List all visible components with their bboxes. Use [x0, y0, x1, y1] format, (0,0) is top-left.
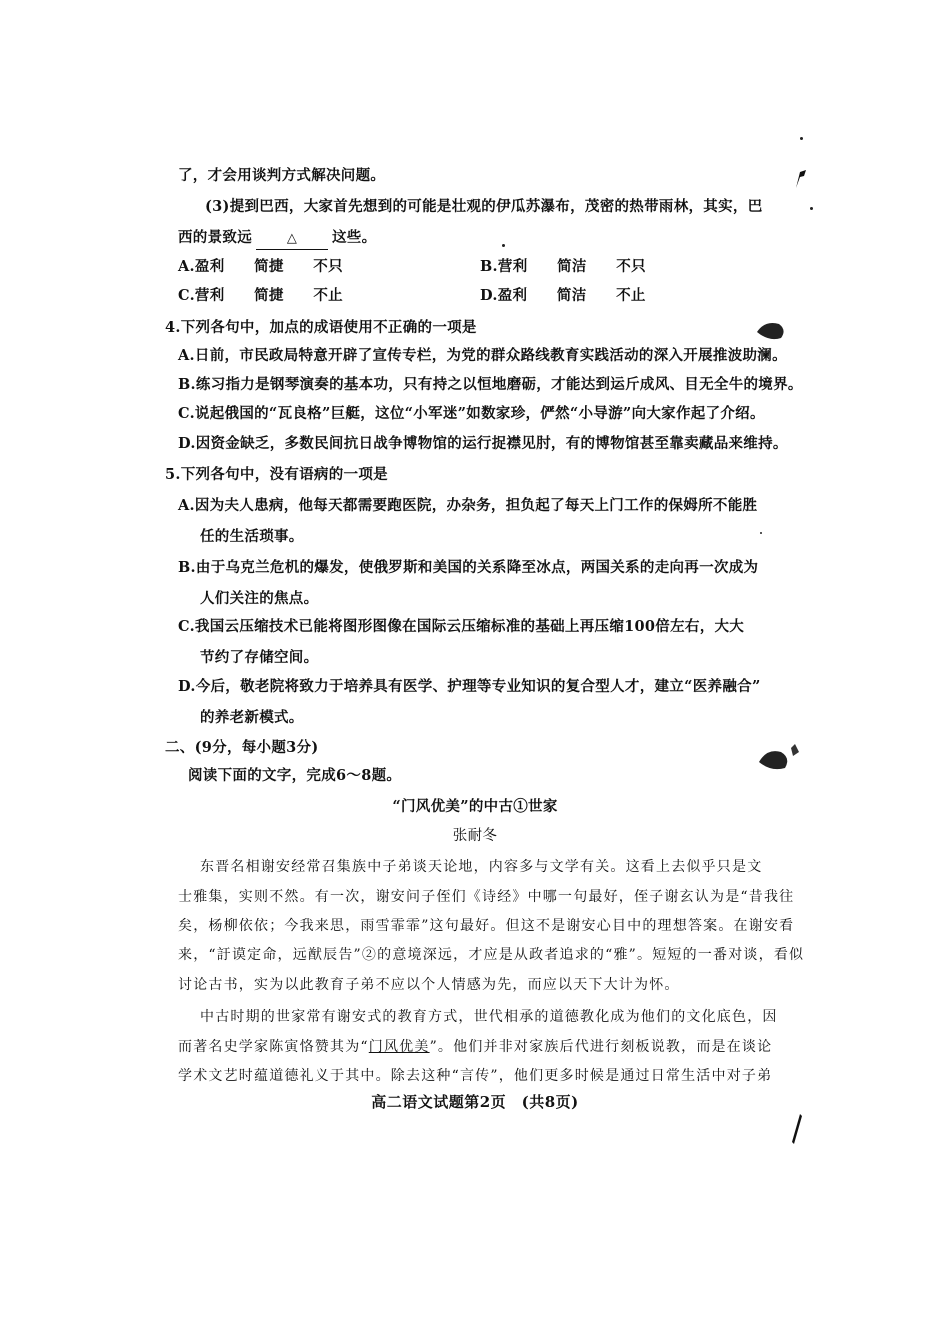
- q5-option-c-line-2: 节约了存储空间。: [200, 649, 319, 666]
- q4-option-d: D.因资金缺乏，多数民间抗日战争博物馆的运行捉襟见肘，有的博物馆甚至靠卖藏品来维持。: [178, 435, 788, 452]
- article-p2-underlined-phrase: 门风优美: [368, 1039, 430, 1055]
- scan-smudge-2: [755, 742, 805, 778]
- scan-speck: [760, 532, 762, 534]
- q5-option-d-line-2: 的养老新模式。: [200, 709, 304, 726]
- q5-option-a-line-1: A.因为夫人患病，他每天都需要跑医院，办杂务，担负起了每天上门工作的保姆所不能胜: [178, 497, 758, 514]
- q4-option-a: A.日前，市民政局特意开辟了宣传专栏，为党的群众路线教育实践活动的深入开展推波助澜。: [178, 347, 787, 364]
- q5-option-b-line-1: B.由于乌克兰危机的爆发，使俄罗斯和美国的关系降至冰点，两国关系的走向再一次成为: [178, 559, 759, 576]
- article-p1-line-2: 士雅集，实则不然。有一次，谢安问子侄们《诗经》中哪一句最好，侄子谢玄认为是“昔我往: [178, 889, 795, 905]
- q3-carryover-line: 了，才会用谈判方式解决问题。: [178, 167, 386, 184]
- article-title: “门风优美”的中古①世家: [392, 798, 558, 815]
- q4-stem: 4.下列各句中，加点的成语使用不正确的一项是: [165, 319, 477, 336]
- scan-speck: [502, 244, 505, 247]
- section-2-instruction: 阅读下面的文字，完成6～8题。: [188, 767, 402, 784]
- article-p2-line-2-b: ”。他们并非对家族后代进行刻板说教，而是在谈论: [429, 1039, 773, 1055]
- article-p1-line-5: 讨论古书，实为以此教育子弟不应以个人情感为先，而应以天下大计为怀。: [178, 977, 680, 993]
- q3-option-b: B.营利 简洁 不只: [480, 258, 646, 275]
- scan-smudge-1: [755, 318, 789, 344]
- article-p1-line-3: 矣，杨柳依依；今我来思，雨雪霏霏”这句最好。但这不是谢安心目中的理想答案。在谢安看: [178, 918, 795, 934]
- q5-option-c-line-1: C.我国云压缩技术已能将图形图像在国际云压缩标准的基础上再压缩100倍左右，大大: [178, 618, 745, 635]
- q5-option-b-line-2: 人们关注的焦点。: [200, 590, 319, 607]
- q3-option-d: D.盈利 简洁 不止: [480, 287, 646, 304]
- scan-speck: [800, 137, 803, 140]
- scan-speck: [810, 207, 813, 210]
- article-p2-line-3: 学术文艺时蕴道德礼义于其中。除去这种“言传”，他们更多时候是通过日常生活中对子弟: [178, 1068, 773, 1084]
- scan-mark-bottom-right: [790, 1112, 806, 1146]
- q5-option-d-line-1: D.今后，敬老院将致力于培养具有医学、护理等专业知识的复合型人才，建立“医养融合”: [178, 678, 761, 695]
- article-p2-line-2: [178, 1037, 772, 1057]
- q4-option-c: C.说起俄国的“瓦良格”巨艇，这位“小军迷”如数家珍，俨然“小导游”向大家作起了介绍。: [178, 405, 765, 422]
- q3-stem-line-1: (3)提到巴西，大家首先想到的可能是壮观的伊瓜苏瀑布，茂密的热带雨林，其实，巴: [205, 198, 763, 215]
- q3-option-c: C.营利 简捷 不止: [178, 287, 343, 304]
- article-p1-line-4: 来，“訏谟定命，远猷辰告”②的意境深远，才应是从政者追求的“雅”。短短的一番对谈，看似: [178, 947, 805, 963]
- section-2-heading: 二、(9分，每小题3分): [165, 739, 319, 756]
- article-p2-line-1: 中古时期的世家常有谢安式的教育方式，世代相承的道德教化成为他们的文化底色，因: [200, 1009, 778, 1025]
- q3-answer-blank: △: [256, 229, 328, 250]
- article-p2-line-2-a: 而著名史学家陈寅恪赞其为“: [178, 1039, 369, 1055]
- q5-stem: 5.下列各句中，没有语病的一项是: [165, 466, 388, 483]
- q4-option-b: B.练习指力是钢琴演奏的基本功，只有持之以恒地磨砺，才能达到运斤成风、目无全牛的境界。: [178, 376, 803, 393]
- q3-option-a: A.盈利 简捷 不只: [178, 258, 343, 275]
- page-footer: 高二语文试题第2页 (共8页): [371, 1093, 579, 1111]
- article-author: 张耐冬: [452, 828, 498, 844]
- q5-option-a-line-2: 任的生活琐事。: [200, 528, 304, 545]
- q3-stem-after-blank: 这些。: [332, 229, 377, 246]
- scan-mark-top-right: [792, 168, 810, 192]
- q3-stem-line-2: [178, 228, 376, 250]
- q3-stem-before-blank: 西的景致远: [178, 229, 252, 246]
- article-p1-line-1: 东晋名相谢安经常召集族中子弟谈天论地，内容多与文学有关。这看上去似乎只是文: [200, 859, 763, 875]
